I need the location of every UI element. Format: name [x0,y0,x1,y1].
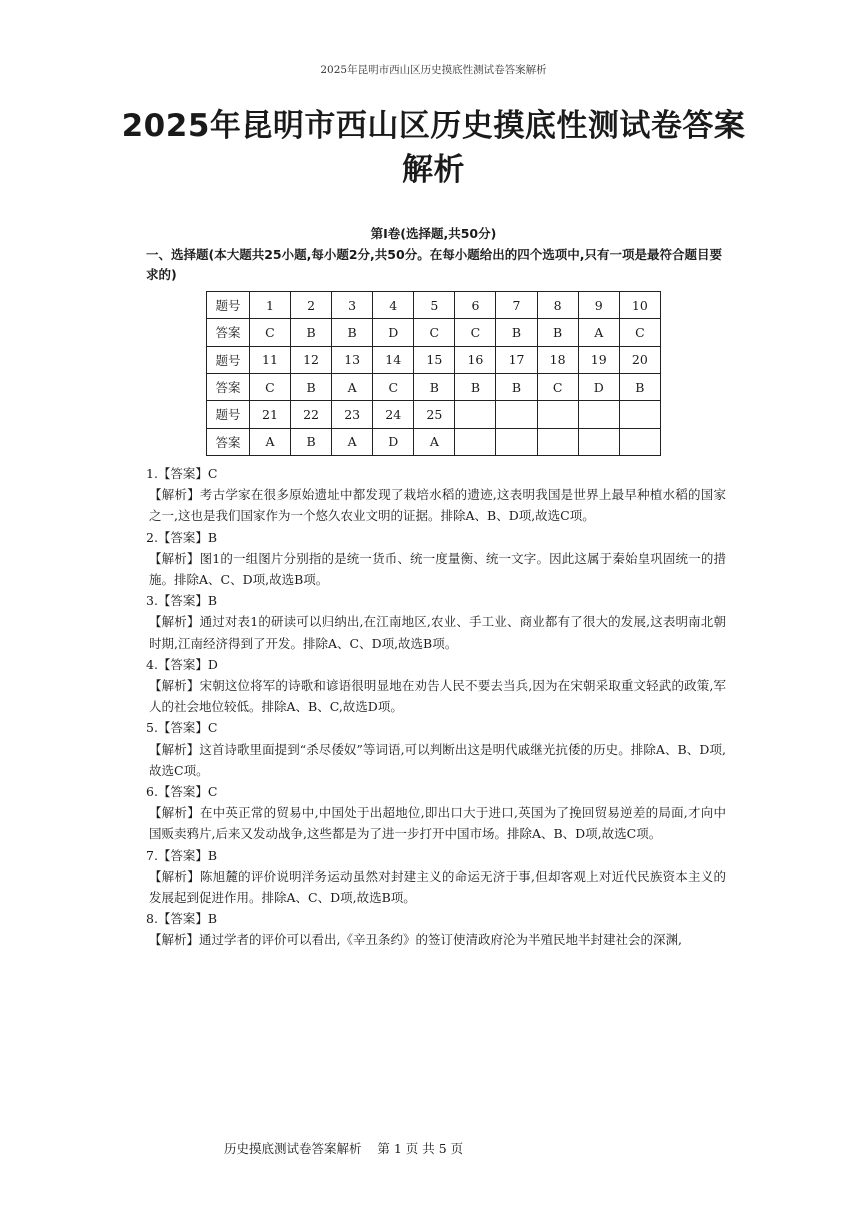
table-cell: A [578,319,619,346]
question-item [146,463,726,527]
table-row [207,346,661,373]
question-item [146,717,726,781]
table-cell [496,401,537,428]
table-cell: 3 [332,292,373,319]
question-answer: 5.【答案】C [146,720,218,736]
table-cell [578,428,619,455]
table-cell: 11 [249,346,290,373]
table-cell: 24 [373,401,414,428]
table-cell: C [537,373,578,400]
table-cell [578,401,619,428]
table-cell [537,401,578,428]
table-row-label: 答案 [207,319,250,346]
question-explanation: 【解析】陈旭麓的评价说明洋务运动虽然对封建主义的命运无济于事,但却客观上对近代民族资本主义的发展起到促进作用。排除A、C、D项,故选B项。 [149,868,726,906]
question-answer: 7.【答案】B [146,847,218,863]
question-explanation: 【解析】图1的一组图片分别指的是统一货币、统一度量衡、统一文字。因此这属于秦始皇巩固统一的措施。排除A、C、D项,故选B项。 [149,550,726,588]
question-explanation: 【解析】这首诗歌里面提到“杀尽倭奴”等词语,可以判断出这是明代戚继光抗倭的历史。排除A、B、D项,故选C项。 [149,741,726,778]
table-cell: 1 [249,292,290,319]
table-cell: 7 [496,292,537,319]
question-explanation: 【解析】通过学者的评价可以看出,《辛丑条约》的签订使清政府沦为半殖民地半封建社会的深渊, [149,932,682,948]
table-cell: C [249,319,290,346]
table-cell [537,428,578,455]
question-item [146,845,726,909]
table-cell [619,428,660,455]
table-cell [455,401,496,428]
table-row-label: 题号 [207,401,250,428]
table-cell: B [291,319,332,346]
section-title: 第Ⅰ卷(选择题,共50分) [370,226,497,241]
answer-table [206,291,661,456]
table-cell: C [249,373,290,400]
table-cell: 20 [619,346,660,373]
table-cell: B [537,319,578,346]
question-explanation: 【解析】考古学家在很多原始遗址中都发现了栽培水稻的遗迹,这表明我国是世界上最早种植水稻的国家之一,这也是我们国家作为一个悠久农业文明的证据。排除A、B、D项,故选C项。 [149,487,726,524]
table-cell: 19 [578,346,619,373]
table-cell: 13 [332,346,373,373]
page-footer: 历史摸底测试卷答案解析 第 1 页 共 5 页 [224,1141,464,1156]
table-cell [496,428,537,455]
question-explanation: 【解析】在中英正常的贸易中,中国处于出超地位,即出口大于进口,英国为了挽回贸易逆差的局面,才向中国贩卖鸦片,后来又发动战争,这些都是为了进一步打开中国市场。排除A、B、D项,故选C项。 [149,805,726,842]
table-cell: 8 [537,292,578,319]
table-cell: A [249,428,290,455]
table-cell [455,428,496,455]
table-cell: A [332,428,373,455]
question-answer: 4.【答案】D [146,656,218,672]
table-cell: A [414,428,455,455]
table-cell: 4 [373,292,414,319]
table-row-label: 题号 [207,346,250,373]
question-answer: 3.【答案】B [146,593,218,609]
document-title: 2025年昆明市西山区历史摸底性测试卷答案解析 [121,108,746,188]
table-cell [619,401,660,428]
table-cell: B [291,428,332,455]
table-cell: 10 [619,292,660,319]
question-item [146,654,726,718]
table-cell: 16 [455,346,496,373]
table-cell: 6 [455,292,496,319]
table-cell: 5 [414,292,455,319]
table-row-label: 题号 [207,292,250,319]
table-cell: B [332,319,373,346]
table-cell: 25 [414,401,455,428]
table-row-label: 答案 [207,373,250,400]
table-cell: 17 [496,346,537,373]
table-row [207,292,661,319]
table-cell: 22 [291,401,332,428]
table-cell: 2 [291,292,332,319]
table-cell: D [578,373,619,400]
table-cell: 18 [537,346,578,373]
table-row-label: 答案 [207,428,250,455]
table-cell: B [455,373,496,400]
table-row [207,373,661,400]
table-cell: 12 [291,346,332,373]
table-cell: C [414,319,455,346]
table-cell: B [496,319,537,346]
table-row [207,428,661,455]
table-cell: 9 [578,292,619,319]
table-cell: 21 [249,401,290,428]
question-answer: 1.【答案】C [146,466,218,481]
table-cell: B [291,373,332,400]
table-cell: D [373,319,414,346]
table-cell: C [455,319,496,346]
table-cell: B [414,373,455,400]
question-answer: 8.【答案】B [146,911,218,927]
table-cell: B [496,373,537,400]
table-cell: C [373,373,414,400]
table-row [207,319,661,346]
table-cell: 14 [373,346,414,373]
table-cell: C [619,319,660,346]
page-header: 2025年昆明市西山区历史摸底性测试卷答案解析 [320,64,547,76]
section-instructions: 一、选择题(本大题共25小题,每小题2分,共50分。在每小题给出的四个选项中,只有一项是最符合题目要求的) [146,247,722,282]
question-answer: 6.【答案】C [146,784,218,800]
question-list [146,463,726,951]
table-cell: 15 [414,346,455,373]
question-answer: 2.【答案】B [146,529,218,545]
question-item [146,590,726,654]
table-cell: D [373,428,414,455]
question-explanation: 【解析】宋朝这位将军的诗歌和谚语很明显地在劝告人民不要去当兵,因为在宋朝采取重文轻武的政策,军人的社会地位较低。排除A、B、C,故选D项。 [149,678,726,715]
question-item [146,527,726,591]
question-explanation: 【解析】通过对表1的研读可以归纳出,在江南地区,农业、手工业、商业都有了很大的发展,这表明南北朝时期,江南经济得到了开发。排除A、C、D项,故选B项。 [149,614,726,651]
table-row [207,401,661,428]
table-cell: 23 [332,401,373,428]
question-item [146,908,726,950]
table-cell: A [332,373,373,400]
question-item [146,781,726,845]
table-cell: B [619,373,660,400]
